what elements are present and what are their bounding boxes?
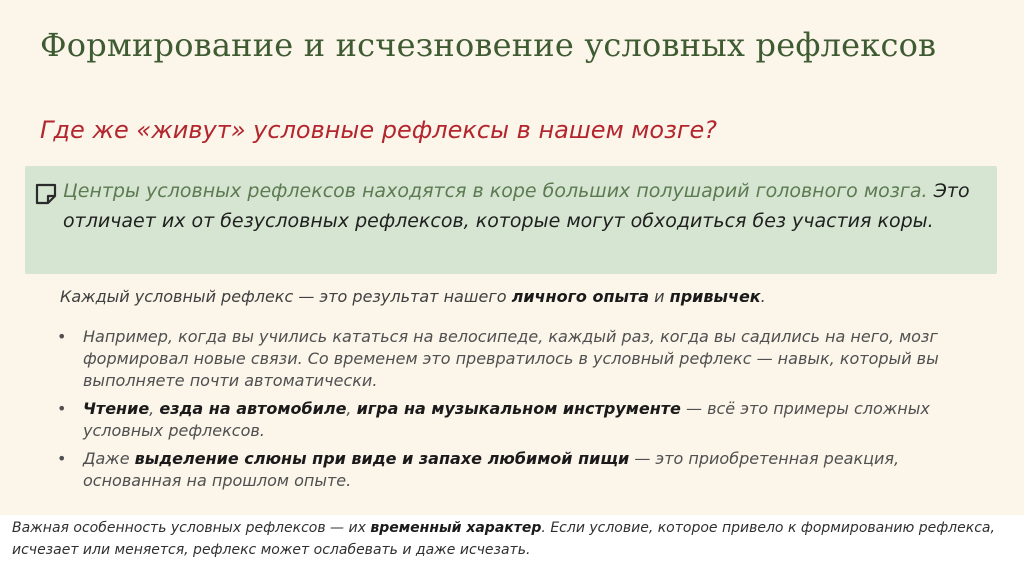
slide-title: Формирование и исчезновение условных рефлексов — [40, 26, 937, 64]
bullet-sep: , — [346, 399, 357, 418]
intro-paragraph — [60, 286, 980, 308]
list-item — [57, 326, 987, 392]
callout-text-part1: Центры условных рефлексов находятся в коре больших полушарий головного мозга. — [63, 180, 928, 202]
intro-post: . — [760, 287, 766, 306]
intro-pre: Каждый условный рефлекс — это результат нашего — [60, 287, 512, 306]
bullet-dot: • — [57, 449, 67, 468]
bullet-text: Например, когда вы учились кататься на велосипеде, каждый раз, когда вы садились на него, мозг формировал новые связи. Со временем это превратилось в условный рефлекс — навык, который вы выполняете почти автоматически. — [83, 327, 939, 390]
intro-bold-habits: привычек — [669, 287, 761, 306]
bullet-bold: езда на автомобиле — [159, 399, 347, 418]
list-item — [57, 448, 987, 492]
footer-caption — [12, 517, 1017, 561]
intro-mid: и — [649, 287, 670, 306]
callout-box — [25, 166, 997, 274]
bullet-bold: выделение слюны при виде и запахе любимой пищи — [134, 449, 630, 468]
list-item — [57, 398, 987, 442]
bullet-pre: Даже — [83, 449, 135, 468]
bullet-list — [57, 326, 987, 498]
bullet-bold: игра на музыкальном инструменте — [356, 399, 681, 418]
bullet-sep: , — [149, 399, 160, 418]
footer-pre: Важная особенность условных рефлексов — их — [12, 520, 371, 536]
intro-bold-personal-experience: личного опыта — [511, 287, 650, 306]
bullet-dot: • — [57, 399, 67, 418]
bullet-text: — это приобретенная реакция, основанная на прошлом опыте. — [83, 449, 900, 490]
bullet-bold: Чтение — [83, 399, 150, 418]
footer-post: . Если условие, которое привело к формированию рефлекса, исчезает или меняется, рефлекс может ослабевать и даже исчезать. — [12, 520, 995, 558]
callout-text-part2: Это отличает их от безусловных рефлексов, которые могут обходиться без участия коры. — [63, 180, 970, 232]
bullet-dot: • — [57, 327, 67, 346]
callout-text — [63, 176, 983, 236]
bullet-text: — всё это примеры сложных условных рефлексов. — [83, 399, 930, 440]
slide-question: Где же «живут» условные рефлексы в нашем мозге? — [40, 116, 717, 144]
footer-bold: временный характер — [370, 520, 542, 536]
note-icon — [35, 183, 57, 205]
